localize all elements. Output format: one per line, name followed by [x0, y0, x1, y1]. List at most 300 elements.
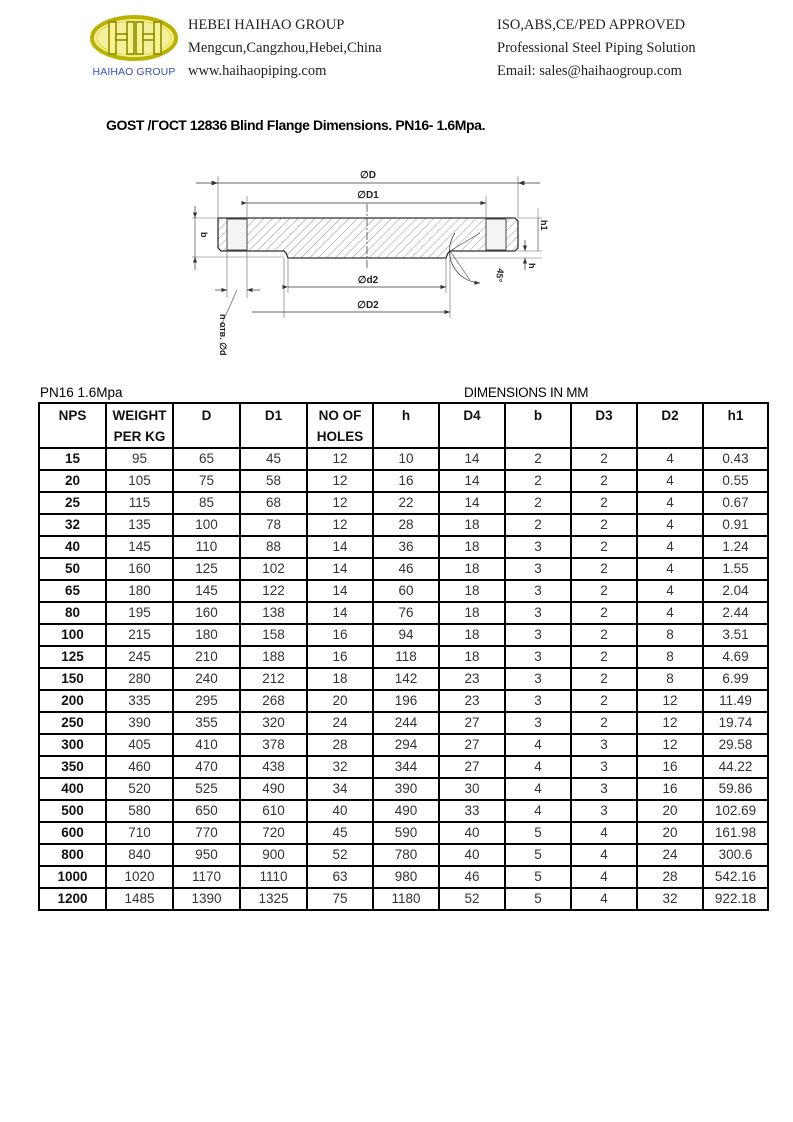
contact-email[interactable]: Email: sales@haihaogroup.com [497, 63, 682, 79]
table-cell: 4 [505, 734, 571, 756]
table-cell: 3 [505, 558, 571, 580]
table-cell: 52 [307, 844, 373, 866]
table-cell: 525 [173, 778, 240, 800]
column-header [240, 403, 307, 448]
tagline-text: Professional Steel Piping Solution [497, 40, 696, 56]
column-header-line1: D1 [264, 408, 283, 423]
table-cell: 4 [571, 888, 637, 910]
table-cell: 52 [439, 888, 505, 910]
table-cell: 125 [173, 558, 240, 580]
table-cell: 14 [439, 470, 505, 492]
table-cell: 2 [571, 492, 637, 514]
company-address: Mengcun,Cangzhou,Hebei,China [188, 40, 382, 56]
table-row [39, 624, 768, 646]
company-name: HEBEI HAIHAO GROUP [188, 17, 345, 33]
column-header-line1: NPS [58, 408, 87, 423]
table-cell: 3 [505, 690, 571, 712]
blind-flange-drawing [180, 158, 560, 380]
table-cell: 18 [439, 602, 505, 624]
table-cell: 240 [173, 668, 240, 690]
company-logo [88, 14, 180, 82]
nps-cell: 32 [39, 514, 106, 536]
table-cell: 0.43 [703, 448, 768, 470]
table-cell: 3 [505, 646, 571, 668]
table-cell: 78 [240, 514, 307, 536]
nps-cell: 80 [39, 602, 106, 624]
table-cell: 18 [307, 668, 373, 690]
table-row [39, 800, 768, 822]
table-cell: 19.74 [703, 712, 768, 734]
table-cell: 18 [439, 514, 505, 536]
dim-label-holes: n отв. ∅d [218, 314, 228, 356]
table-cell: 18 [439, 536, 505, 558]
pressure-rating-label: PN16 1.6Mpa [40, 385, 123, 400]
table-cell: 3 [571, 778, 637, 800]
company-info [188, 14, 382, 83]
table-cell: 14 [439, 448, 505, 470]
column-header [39, 403, 106, 448]
table-cell: 30 [439, 778, 505, 800]
table-cell: 16 [373, 470, 439, 492]
table-cell: 1325 [240, 888, 307, 910]
table-cell: 2 [571, 514, 637, 536]
table-cell: 110 [173, 536, 240, 558]
table-cell: 188 [240, 646, 307, 668]
table-cell: 24 [637, 844, 703, 866]
table-cell: 18 [439, 580, 505, 602]
table-cell: 280 [106, 668, 173, 690]
table-cell: 4.69 [703, 646, 768, 668]
table-cell: 950 [173, 844, 240, 866]
table-cell: 33 [439, 800, 505, 822]
table-row [39, 888, 768, 910]
table-cell: 12 [307, 514, 373, 536]
table-cell: 470 [173, 756, 240, 778]
nps-cell: 65 [39, 580, 106, 602]
table-row [39, 536, 768, 558]
table-cell: 3 [571, 756, 637, 778]
table-cell: 23 [439, 690, 505, 712]
table-row [39, 470, 768, 492]
table-cell: 6.99 [703, 668, 768, 690]
column-header-line1: h [401, 408, 411, 423]
column-header-line1: D4 [463, 408, 481, 423]
table-cell: 460 [106, 756, 173, 778]
table-cell: 5 [505, 822, 571, 844]
nps-cell: 400 [39, 778, 106, 800]
nps-cell: 350 [39, 756, 106, 778]
table-cell: 95 [106, 448, 173, 470]
table-cell: 58 [240, 470, 307, 492]
table-cell: 2.44 [703, 602, 768, 624]
column-header-line1: D2 [661, 408, 679, 423]
table-cell: 355 [173, 712, 240, 734]
table-cell: 28 [637, 866, 703, 888]
table-cell: 40 [439, 844, 505, 866]
table-cell: 28 [373, 514, 439, 536]
table-row [39, 602, 768, 624]
table-row [39, 690, 768, 712]
table-cell: 4 [571, 866, 637, 888]
table-cell: 2 [571, 690, 637, 712]
table-cell: 18 [439, 624, 505, 646]
table-cell: 710 [106, 822, 173, 844]
units-label: DIMENSIONS IN MM [464, 385, 589, 400]
table-cell: 135 [106, 514, 173, 536]
nps-cell: 15 [39, 448, 106, 470]
table-cell: 5 [505, 844, 571, 866]
table-cell: 4 [505, 756, 571, 778]
table-cell: 29.58 [703, 734, 768, 756]
nps-cell: 800 [39, 844, 106, 866]
dim-label-D: ∅D [360, 170, 376, 181]
column-header [637, 403, 703, 448]
table-cell: 145 [106, 536, 173, 558]
table-cell: 85 [173, 492, 240, 514]
table-cell: 122 [240, 580, 307, 602]
column-header [505, 403, 571, 448]
table-cell: 44.22 [703, 756, 768, 778]
table-cell: 11.49 [703, 690, 768, 712]
table-cell: 14 [307, 536, 373, 558]
table-cell: 161.98 [703, 822, 768, 844]
table-cell: 780 [373, 844, 439, 866]
table-cell: 410 [173, 734, 240, 756]
table-cell: 1.24 [703, 536, 768, 558]
dim-label-h1: h1 [539, 220, 549, 231]
column-header [439, 403, 505, 448]
nps-cell: 300 [39, 734, 106, 756]
table-cell: 0.67 [703, 492, 768, 514]
table-cell: 20 [307, 690, 373, 712]
table-cell: 900 [240, 844, 307, 866]
table-cell: 76 [373, 602, 439, 624]
table-cell: 3 [505, 580, 571, 602]
table-cell: 2 [505, 470, 571, 492]
table-cell: 16 [307, 646, 373, 668]
table-cell: 295 [173, 690, 240, 712]
table-cell: 2 [571, 536, 637, 558]
table-cell: 138 [240, 602, 307, 624]
column-header-line1: NO OF [318, 408, 362, 423]
table-cell: 118 [373, 646, 439, 668]
column-header [373, 403, 439, 448]
table-cell: 3 [571, 734, 637, 756]
table-cell: 215 [106, 624, 173, 646]
table-cell: 3 [505, 624, 571, 646]
column-header [106, 403, 173, 448]
nps-cell: 50 [39, 558, 106, 580]
blind-flange-section-drawing [180, 158, 560, 380]
table-cell: 378 [240, 734, 307, 756]
table-cell: 36 [373, 536, 439, 558]
table-body [39, 448, 768, 910]
table-cell: 2 [571, 558, 637, 580]
dim-label-d2: ∅d2 [357, 275, 379, 286]
table-cell: 142 [373, 668, 439, 690]
table-cell: 180 [173, 624, 240, 646]
table-cell: 650 [173, 800, 240, 822]
table-cell: 40 [307, 800, 373, 822]
table-cell: 1020 [106, 866, 173, 888]
table-cell: 300.6 [703, 844, 768, 866]
column-header [571, 403, 637, 448]
table-cell: 840 [106, 844, 173, 866]
table-cell: 195 [106, 602, 173, 624]
table-row [39, 668, 768, 690]
table-row [39, 822, 768, 844]
table-cell: 4 [505, 778, 571, 800]
table-cell: 102.69 [703, 800, 768, 822]
table-cell: 4 [637, 470, 703, 492]
nps-cell: 1000 [39, 866, 106, 888]
table-cell: 3 [505, 668, 571, 690]
table-row [39, 734, 768, 756]
table-cell: 115 [106, 492, 173, 514]
table-cell: 244 [373, 712, 439, 734]
table-cell: 922.18 [703, 888, 768, 910]
table-cell: 2 [571, 712, 637, 734]
nps-cell: 100 [39, 624, 106, 646]
table-cell: 2 [571, 646, 637, 668]
table-cell: 12 [307, 448, 373, 470]
table-cell: 2 [571, 668, 637, 690]
table-cell: 3 [505, 536, 571, 558]
table-cell: 40 [439, 822, 505, 844]
table-row [39, 712, 768, 734]
table-cell: 16 [637, 756, 703, 778]
haihao-hh-logo-icon [88, 14, 180, 66]
table-cell: 0.55 [703, 470, 768, 492]
table-cell: 5 [505, 866, 571, 888]
nps-cell: 500 [39, 800, 106, 822]
table-cell: 2 [571, 470, 637, 492]
table-cell: 1485 [106, 888, 173, 910]
table-cell: 4 [637, 492, 703, 514]
table-cell: 590 [373, 822, 439, 844]
table-cell: 390 [373, 778, 439, 800]
dim-label-angle: 45° [493, 267, 506, 283]
table-cell: 102 [240, 558, 307, 580]
table-cell: 10 [373, 448, 439, 470]
column-header-line2: PER KG [113, 429, 166, 444]
table-cell: 320 [240, 712, 307, 734]
nps-cell: 600 [39, 822, 106, 844]
table-cell: 27 [439, 756, 505, 778]
table-cell: 268 [240, 690, 307, 712]
table-header-row [39, 403, 768, 448]
table-cell: 2 [505, 514, 571, 536]
table-cell: 75 [307, 888, 373, 910]
table-cell: 2 [505, 448, 571, 470]
table-cell: 46 [373, 558, 439, 580]
table-cell: 196 [373, 690, 439, 712]
table-row [39, 844, 768, 866]
table-cell: 5 [505, 888, 571, 910]
table-cell: 8 [637, 646, 703, 668]
table-cell: 18 [439, 558, 505, 580]
table-cell: 12 [307, 470, 373, 492]
column-header [173, 403, 240, 448]
table-cell: 32 [307, 756, 373, 778]
nps-cell: 150 [39, 668, 106, 690]
table-cell: 12 [637, 690, 703, 712]
table-cell: 210 [173, 646, 240, 668]
table-cell: 145 [173, 580, 240, 602]
table-cell: 94 [373, 624, 439, 646]
dim-label-D1: ∅D1 [357, 190, 379, 201]
company-website[interactable]: www.haihaopiping.com [188, 63, 327, 79]
table-cell: 720 [240, 822, 307, 844]
table-cell: 46 [439, 866, 505, 888]
table-cell: 22 [373, 492, 439, 514]
document-title: GOST /ГОСТ 12836 Blind Flange Dimensions. PN16- 1.6Mpa. [106, 117, 486, 133]
table-cell: 4 [637, 448, 703, 470]
table-cell: 14 [307, 602, 373, 624]
table-cell: 405 [106, 734, 173, 756]
table-cell: 335 [106, 690, 173, 712]
table-row [39, 514, 768, 536]
table-cell: 45 [307, 822, 373, 844]
table-cell: 438 [240, 756, 307, 778]
table-cell: 1180 [373, 888, 439, 910]
table-cell: 20 [637, 822, 703, 844]
table-cell: 490 [240, 778, 307, 800]
table-cell: 245 [106, 646, 173, 668]
table-cell: 212 [240, 668, 307, 690]
column-header-line2: HOLES [316, 429, 364, 444]
nps-cell: 125 [39, 646, 106, 668]
dim-label-b: b [199, 232, 209, 238]
table-cell: 14 [307, 558, 373, 580]
table-cell: 16 [637, 778, 703, 800]
table-row [39, 756, 768, 778]
table-row [39, 448, 768, 470]
table-cell: 8 [637, 624, 703, 646]
logo-caption: HAIHAO GROUP [92, 66, 176, 78]
table-cell: 59.86 [703, 778, 768, 800]
table-cell: 12 [307, 492, 373, 514]
approvals-text: ISO,ABS,CE/PED APPROVED [497, 17, 686, 33]
nps-cell: 200 [39, 690, 106, 712]
table-cell: 4 [505, 800, 571, 822]
column-header-line1: h1 [727, 408, 744, 423]
table-cell: 3 [505, 602, 571, 624]
table-cell: 2 [505, 492, 571, 514]
column-header-line1: D3 [595, 408, 613, 423]
table-row [39, 646, 768, 668]
table-cell: 4 [637, 602, 703, 624]
table-cell: 88 [240, 536, 307, 558]
column-header-line1: D [201, 408, 212, 423]
dim-label-h: h [527, 263, 537, 269]
column-header [307, 403, 373, 448]
table-cell: 390 [106, 712, 173, 734]
column-header-line1: b [533, 408, 543, 423]
table-cell: 980 [373, 866, 439, 888]
table-cell: 3 [505, 712, 571, 734]
table-cell: 4 [637, 580, 703, 602]
table-row [39, 492, 768, 514]
table-cell: 14 [307, 580, 373, 602]
table-cell: 4 [637, 558, 703, 580]
column-header-line1: WEIGHT [112, 408, 167, 423]
table-cell: 12 [637, 712, 703, 734]
dimensions-table [38, 402, 769, 911]
company-credentials [497, 14, 696, 83]
table-cell: 160 [173, 602, 240, 624]
table-cell: 490 [373, 800, 439, 822]
table-cell: 14 [439, 492, 505, 514]
table-cell: 28 [307, 734, 373, 756]
nps-cell: 1200 [39, 888, 106, 910]
table-cell: 45 [240, 448, 307, 470]
table-cell: 160 [106, 558, 173, 580]
table-cell: 1110 [240, 866, 307, 888]
table-cell: 2 [571, 624, 637, 646]
table-row [39, 580, 768, 602]
table-cell: 8 [637, 668, 703, 690]
table-cell: 520 [106, 778, 173, 800]
table-cell: 610 [240, 800, 307, 822]
table-cell: 4 [571, 844, 637, 866]
nps-cell: 40 [39, 536, 106, 558]
table-cell: 158 [240, 624, 307, 646]
table-row [39, 866, 768, 888]
table-cell: 63 [307, 866, 373, 888]
table-cell: 105 [106, 470, 173, 492]
table-cell: 0.91 [703, 514, 768, 536]
nps-cell: 25 [39, 492, 106, 514]
nps-cell: 20 [39, 470, 106, 492]
table-row [39, 558, 768, 580]
table-cell: 27 [439, 734, 505, 756]
table-cell: 2 [571, 580, 637, 602]
table-cell: 580 [106, 800, 173, 822]
table-row [39, 778, 768, 800]
table-cell: 60 [373, 580, 439, 602]
column-header [703, 403, 768, 448]
table-cell: 75 [173, 470, 240, 492]
table-cell: 1.55 [703, 558, 768, 580]
table-cell: 2 [571, 602, 637, 624]
table-cell: 4 [571, 822, 637, 844]
table-cell: 542.16 [703, 866, 768, 888]
table-cell: 20 [637, 800, 703, 822]
table-cell: 4 [637, 514, 703, 536]
table-cell: 27 [439, 712, 505, 734]
table-cell: 1390 [173, 888, 240, 910]
table-cell: 34 [307, 778, 373, 800]
table-cell: 3 [571, 800, 637, 822]
table-cell: 2.04 [703, 580, 768, 602]
table-cell: 32 [637, 888, 703, 910]
table-cell: 770 [173, 822, 240, 844]
table-cell: 344 [373, 756, 439, 778]
table-cell: 16 [307, 624, 373, 646]
table-cell: 24 [307, 712, 373, 734]
table-cell: 12 [637, 734, 703, 756]
table-cell: 100 [173, 514, 240, 536]
table-cell: 294 [373, 734, 439, 756]
table-cell: 1170 [173, 866, 240, 888]
table-cell: 23 [439, 668, 505, 690]
table-cell: 3.51 [703, 624, 768, 646]
table-cell: 180 [106, 580, 173, 602]
table-cell: 65 [173, 448, 240, 470]
table-cell: 4 [637, 536, 703, 558]
nps-cell: 250 [39, 712, 106, 734]
